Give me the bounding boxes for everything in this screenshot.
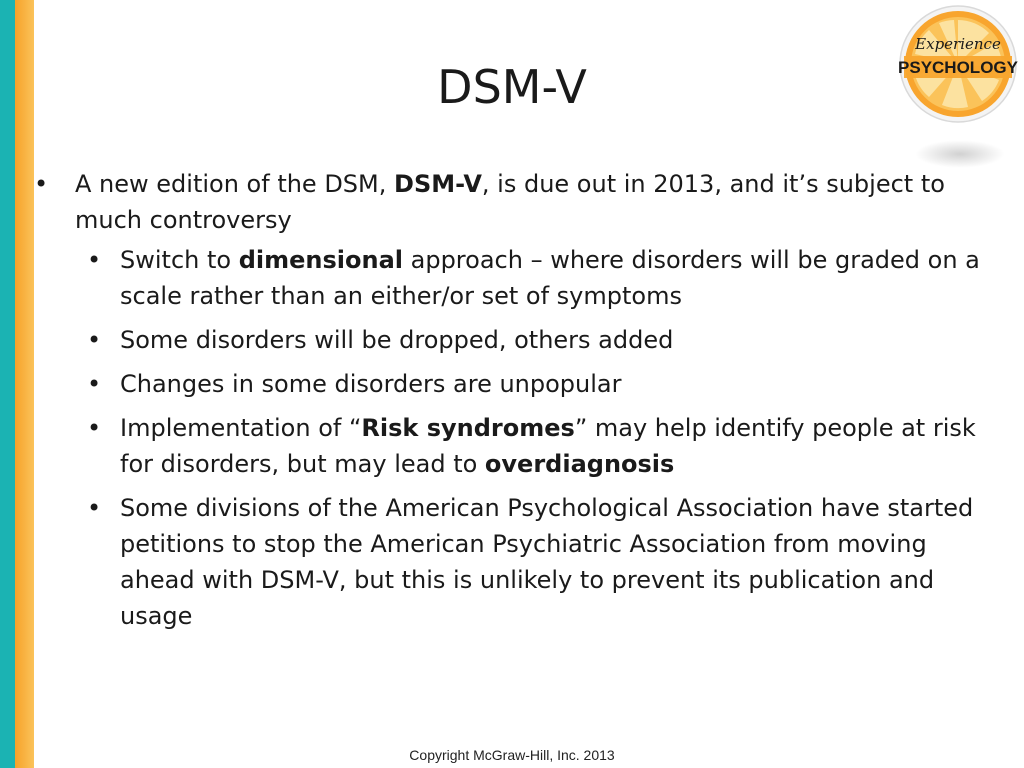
logo-experience-text: Experience [915, 35, 1001, 53]
logo-psychology-text: PSYCHOLOGY [898, 58, 1018, 77]
sub4-mid: ” may help identify people at risk for disorders, but may lead to [120, 414, 976, 478]
sub4-bold1: Risk syndromes [361, 414, 575, 442]
sub4-bold2: overdiagnosis [484, 450, 675, 478]
list-item-risk-syndromes [75, 410, 994, 482]
sub3-text: Changes in some disorders are unpopular [120, 370, 622, 398]
main-text-post: , is due out in 2013, and it’s subject to much controversy [75, 170, 945, 234]
teal-side-stripe [0, 0, 15, 768]
sub2-text: Some disorders will be dropped, others added [120, 326, 674, 354]
sub4-pre: Implementation of “ [120, 414, 362, 442]
slide-body [34, 166, 994, 642]
bullet-icon: • [87, 494, 102, 522]
list-item-unpopular [75, 366, 994, 402]
copyright-footer: Copyright McGraw-Hill, Inc. 2013 [409, 747, 615, 763]
orange-side-stripe [15, 0, 34, 768]
bullet-icon: • [34, 170, 49, 198]
bullet-icon: • [87, 326, 102, 354]
sub1-post: approach – where disorders will be graded on a scale rather than an either/or set of symptoms [120, 246, 980, 310]
bullet-icon: • [87, 414, 102, 442]
sub-bullet-list [75, 242, 994, 634]
list-item-dimensional [75, 242, 994, 314]
bullet-list [34, 166, 994, 634]
list-item-main [34, 166, 994, 634]
bullet-icon: • [87, 370, 102, 398]
main-text-pre: A new edition of the DSM, [75, 170, 395, 198]
sub1-pre: Switch to [120, 246, 239, 274]
slide-title: DSM-V [437, 60, 587, 114]
sub1-bold: dimensional [238, 246, 403, 274]
main-text-bold: DSM-V [394, 170, 482, 198]
list-item-dropped [75, 322, 994, 358]
logo-shadow [915, 140, 1005, 168]
bullet-icon: • [87, 246, 102, 274]
sub5-text: Some divisions of the American Psychological Association have started petitions to stop the American Psychiatric Association from moving ahead with DSM-V, but this is unlikely to prevent its publication and usage [120, 494, 974, 630]
list-item-petitions [75, 490, 994, 634]
